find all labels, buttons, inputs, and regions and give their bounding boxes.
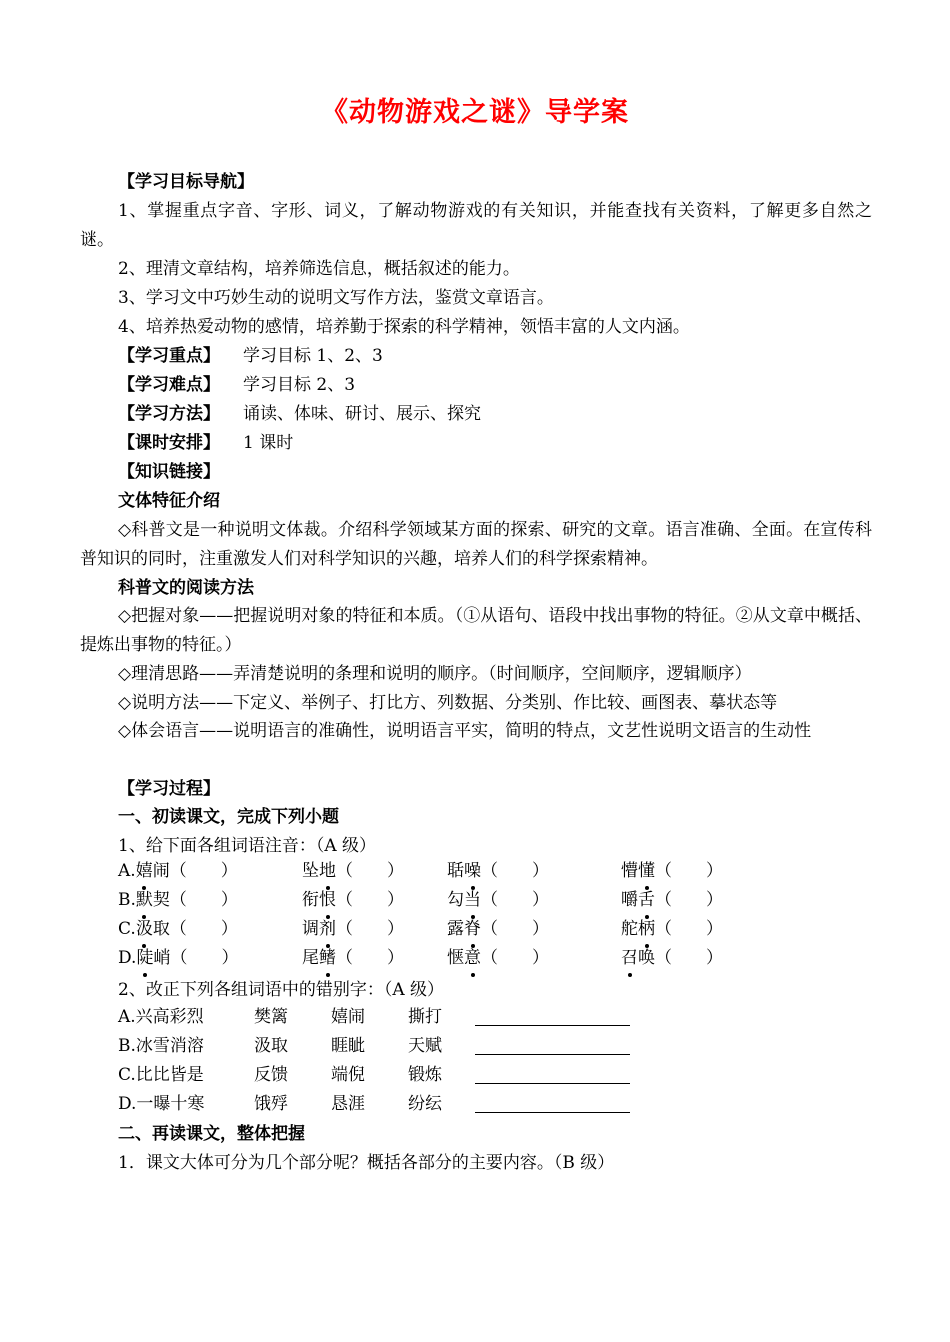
answer-blank[interactable]	[475, 1025, 630, 1026]
meta-value: 学习目标 2、3	[243, 375, 356, 395]
goal-item: 4、培养热爱动物的感情，培养勤于探索的科学精神，领悟丰富的人文内涵。	[118, 317, 690, 337]
correction-item: 汲取	[254, 1036, 288, 1056]
method-item: ◇说明方法——下定义、举例子、打比方、列数据、分类别、作比较、画图表、摹状态等	[118, 693, 778, 713]
meta-label: 【学习重点】	[118, 346, 220, 366]
meta-difficulty	[118, 371, 355, 400]
pinyin-item: 衔恨（ ）	[302, 886, 404, 915]
meta-focus	[118, 342, 383, 371]
pinyin-item: 嚼舌（ ）	[621, 886, 723, 915]
answer-blank[interactable]	[475, 1112, 630, 1113]
pinyin-item: 勾当（ ）	[447, 886, 549, 915]
method-item: ◇把握对象——把握说明对象的特征和本质。（①从语句、语段中找出事物的特征。②从文章中概括、提炼出事物的特征。）	[80, 606, 872, 655]
correction-item: 端倪	[331, 1065, 365, 1085]
correction-item: 睚眦	[331, 1036, 365, 1056]
page-title: 《动物游戏之谜》导学案	[321, 97, 629, 128]
method-item: ◇体会语言——说明语言的准确性，说明语言平实，简明的特点，文艺性说明文语言的生动性	[118, 721, 812, 741]
pinyin-item: A.嬉闹（ ）	[118, 857, 238, 886]
section2-heading: 二、再读课文，整体把握	[118, 1124, 305, 1144]
method-heading: 科普文的阅读方法	[118, 578, 254, 598]
pinyin-item: 坠地（ ）	[302, 857, 404, 886]
pinyin-item: 懵懂（ ）	[621, 857, 723, 886]
question-2: 2、改正下列各组词语中的错别字：（A 级）	[118, 980, 444, 1000]
correction-item: 天赋	[408, 1036, 442, 1056]
pinyin-item: 调剂（ ）	[302, 915, 404, 944]
correction-item: 饿殍	[254, 1094, 288, 1114]
goal-item: 2、理清文章结构，培养筛选信息，概括叙述的能力。	[118, 259, 520, 279]
correction-item: 樊篱	[254, 1007, 288, 1027]
pinyin-item: 召唤（ ）	[621, 944, 723, 973]
goal-item: 3、学习文中巧妙生动的说明文写作方法，鉴赏文章语言。	[118, 288, 554, 308]
correction-item: 恳涯	[331, 1094, 365, 1114]
pinyin-item: 露脊（ ）	[447, 915, 549, 944]
correction-item: 反馈	[254, 1065, 288, 1085]
goal-item: 1、掌握重点字音、字形、词义，了解动物游戏的有关知识，并能查找有关资料，了解更多自然之谜。	[80, 201, 872, 250]
pinyin-item: D.陡峭（ ）	[118, 944, 238, 973]
meta-label: 【学习难点】	[118, 375, 220, 395]
answer-blank[interactable]	[475, 1083, 630, 1084]
meta-value: 诵读、体味、研讨、展示、探究	[243, 404, 481, 424]
meta-value: 学习目标 1、2、3	[243, 346, 383, 366]
pinyin-item: 尾鳍（ ）	[302, 944, 404, 973]
knowledge-heading: 【知识链接】	[118, 462, 220, 482]
question-1: 1、给下面各组词语注音：（A 级）	[118, 836, 376, 856]
pinyin-item: 聒噪（ ）	[447, 857, 549, 886]
correction-item: A.兴高彩烈	[118, 1007, 204, 1027]
correction-item: B.冰雪消溶	[118, 1036, 204, 1056]
meta-schedule	[118, 429, 293, 458]
meta-label: 【课时安排】	[118, 433, 220, 453]
pinyin-item: B.默契（ ）	[118, 886, 238, 915]
meta-label: 【学习方法】	[118, 404, 220, 424]
answer-blank[interactable]	[475, 1054, 630, 1055]
pinyin-item: 舵柄（ ）	[621, 915, 723, 944]
correction-item: 纷纭	[408, 1094, 442, 1114]
meta-method	[118, 400, 481, 429]
meta-value: 1 课时	[243, 433, 294, 453]
correction-item: 嬉闹	[331, 1007, 365, 1027]
correction-item: D.一曝十寒	[118, 1094, 205, 1114]
correction-item: 撕打	[408, 1007, 442, 1027]
correction-item: 锻炼	[408, 1065, 442, 1085]
question-3: 1．课文大体可分为几个部分呢？概括各部分的主要内容。（B 级）	[118, 1153, 615, 1173]
section1-heading: 一、初读课文，完成下列小题	[118, 807, 339, 827]
pinyin-item: C.汲取（ ）	[118, 915, 238, 944]
correction-item: C.比比皆是	[118, 1065, 204, 1085]
process-heading: 【学习过程】	[118, 779, 220, 799]
method-item: ◇理清思路——弄清楚说明的条理和说明的顺序。（时间顺序，空间顺序，逻辑顺序）	[118, 664, 752, 684]
pinyin-item: 惬意（ ）	[447, 944, 549, 973]
genre-heading: 文体特征介绍	[118, 491, 220, 511]
genre-text: ◇科普文是一种说明文体裁。介绍科学领域某方面的探索、研究的文章。语言准确、全面。在宣传科普知识的同时，注重激发人们对科学知识的兴趣，培养人们的科学探索精神。	[80, 520, 872, 569]
goals-heading: 【学习目标导航】	[118, 172, 254, 192]
